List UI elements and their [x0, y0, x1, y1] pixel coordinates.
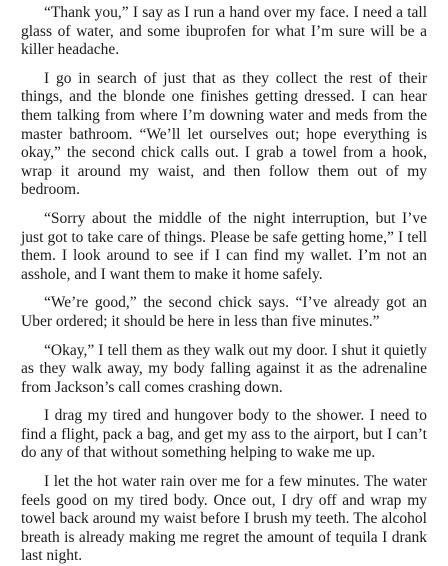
paragraph-2: I go in search of just that as they collect the rest of their things, and the blonde one finishes getting dressed. I can hear them talking from where I’m downing water and meds from the master bathroom. “We’ll let ourselves out; hope everything is okay,” the second chick calls out. I grab a towel from a hook, wrap it around my waist, and then follow them out of my bedroom. [21, 69, 427, 199]
paragraph-1: “Thank you,” I say as I run a hand over my face. I need a tall glass of water, and some ibuprofen for what I’m sure will be a killer headache. [21, 4, 427, 59]
paragraph-5: “Okay,” I tell them as they walk out my door. I shut it quietly as they walk away, my body falling against it as the adrenaline from Jackson’s call comes crashing down. [21, 341, 427, 396]
paragraph-4: “We’re good,” the second chick says. “I’ve already got an Uber ordered; it should be here in less than five minutes.” [21, 294, 427, 330]
paragraph-7: I let the hot water rain over me for a few minutes. The water feels good on my tired body. Once out, I dry off and wrap my towel back around my waist before I brush my teeth. The alcohol breath is already making me regret the amount of tequila I drank last night. [21, 473, 427, 565]
paragraph-3: “Sorry about the middle of the night interruption, but I’ve just got to take care of things. Please be safe getting home,” I tell them. I look around to see if I can find my wallet. I’m not an asshole, and I want them to make it home safely. [21, 209, 427, 283]
paragraph-6: I drag my tired and hungover body to the shower. I need to find a flight, pack a bag, and get my ass to the airport, but I can’t do any of that without something helping to wake me up. [21, 407, 427, 462]
